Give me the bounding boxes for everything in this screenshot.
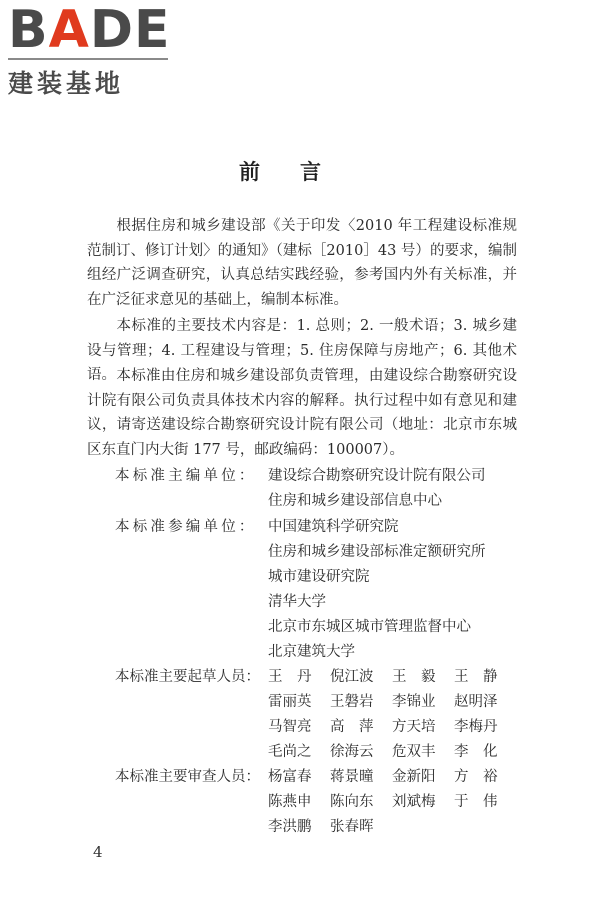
page-number: 4 bbox=[93, 843, 103, 861]
person-name: 危双丰 bbox=[392, 744, 436, 760]
chief-unit: 住房和城乡建设部信息中心 bbox=[268, 493, 442, 509]
person-name: 刘斌梅 bbox=[392, 794, 436, 810]
person-name: 张春晖 bbox=[330, 819, 374, 835]
person-name: 于 伟 bbox=[454, 794, 498, 810]
preface-paragraph-2: 本标准的主要技术内容是：1. 总则；2. 一般术语；3. 城乡建设与管理；4. 工程建设与管理；5. 住房保障与房地产；6. 其他术语。 bbox=[87, 318, 517, 383]
person-name: 金新阳 bbox=[392, 769, 436, 785]
participating-unit: 中国建筑科学研究院 bbox=[268, 519, 399, 535]
reviewers-names bbox=[268, 815, 392, 840]
preface-paragraph-1: 根据住房和城乡建设部《关于印发〈2010 年工程建设标准规范制订、修订计划〉的通知》（建标［2010］43 号）的要求，编制组经广泛调查研究，认真总结实践经验，参考国内外有关标准，并在广泛征求意见的基础上，编制本标准。 bbox=[87, 218, 518, 308]
participating-unit: 北京市东城区城市管理监督中心 bbox=[268, 619, 471, 635]
person-name: 高 萍 bbox=[330, 719, 374, 735]
person-name: 杨富春 bbox=[268, 769, 312, 785]
participating-unit: 清华大学 bbox=[268, 594, 326, 610]
logo-chinese-name: 建装基地 bbox=[8, 69, 125, 98]
person-name: 王磐岩 bbox=[330, 694, 374, 710]
participating-unit: 北京建筑大学 bbox=[268, 644, 355, 660]
person-name: 李 化 bbox=[454, 744, 498, 760]
chief-unit: 建设综合勘察研究设计院有限公司 bbox=[268, 468, 486, 484]
person-name: 蒋景曈 bbox=[330, 769, 374, 785]
person-name: 方 裕 bbox=[454, 769, 498, 785]
person-name: 赵明泽 bbox=[454, 694, 498, 710]
person-name: 王 丹 bbox=[268, 669, 312, 685]
drafters-names bbox=[268, 715, 516, 740]
person-name: 毛尚之 bbox=[268, 744, 312, 760]
reviewers-label: 本标准主要审查人员： bbox=[115, 769, 260, 785]
person-name: 雷丽英 bbox=[268, 694, 312, 710]
person-name: 王 毅 bbox=[392, 669, 436, 685]
person-name: 陈燕申 bbox=[268, 794, 312, 810]
person-name: 马智亮 bbox=[268, 719, 312, 735]
participating-unit: 城市建设研究院 bbox=[268, 569, 370, 585]
logo-wordmark: BADE bbox=[8, 0, 171, 60]
participating-unit: 住房和城乡建设部标准定额研究所 bbox=[268, 544, 486, 560]
reviewers-names bbox=[268, 765, 516, 790]
person-name: 徐海云 bbox=[330, 744, 374, 760]
reviewers-names bbox=[268, 790, 516, 815]
page-title: 前言 bbox=[239, 159, 361, 184]
person-name: 王 静 bbox=[454, 669, 498, 685]
person-name: 方天培 bbox=[392, 719, 436, 735]
drafters-names bbox=[268, 690, 516, 715]
drafters-label: 本标准主要起草人员： bbox=[115, 669, 260, 685]
person-name: 李洪鹏 bbox=[268, 819, 312, 835]
drafters-names bbox=[268, 665, 516, 690]
person-name: 李梅丹 bbox=[454, 719, 498, 735]
chief-units-label: 本标准主编单位： bbox=[115, 468, 257, 484]
drafters-names bbox=[268, 740, 516, 765]
bade-logo bbox=[8, 0, 178, 100]
preface-paragraph-3: 本标准由住房和城乡建设部负责管理，由建设综合勘察研究设计院有限公司负责具体技术内容的解释。执行过程中如有意见和建议，请寄送建设综合勘察研究设计院有限公司（地址：北京市东城区东直门内大街 177 号，邮政编码：100007）。 bbox=[87, 368, 518, 458]
person-name: 陈向东 bbox=[330, 794, 374, 810]
person-name: 倪江波 bbox=[330, 669, 374, 685]
participating-units-label: 本标准参编单位： bbox=[115, 519, 257, 535]
person-name: 李锦业 bbox=[392, 694, 436, 710]
